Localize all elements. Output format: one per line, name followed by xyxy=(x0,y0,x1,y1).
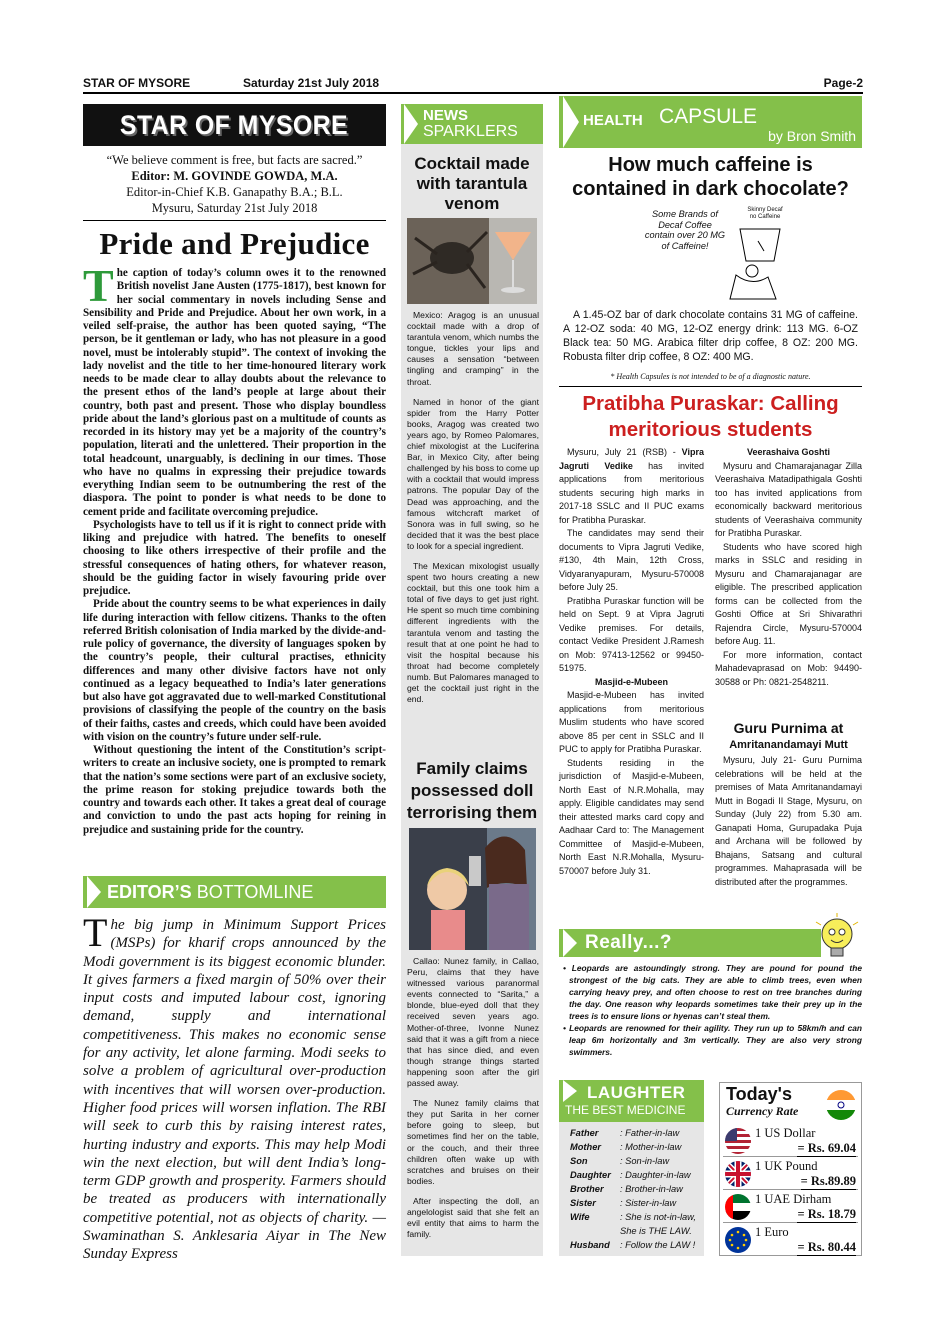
pratibha-title: Pratibha Puraskar: Calling meritorious students xyxy=(582,392,839,441)
masthead-logo: STAR OF MYSORE xyxy=(83,104,386,146)
health-disclaimer: * Health Capsules is not intended to be of a diagnostic nature. xyxy=(610,372,811,381)
drop-cap: T xyxy=(83,260,114,311)
guru-purnima-subtitle: Amritanandamayi Mutt xyxy=(729,739,848,751)
story-text-doll: Callao: Nunez family, in Callao, Peru, claims that they have witnessed various paranormal events connected to “Sarita,” a blonde, blue-eyed doll that they received seven years ago. Mother-of-three, Ivonne Nunez said that it was a gift from a niece that has since died, and even though strange things started happening soon after the girl passed away. The Nunez family claims that they put Sarita in her corner before going to sleep, but sometimes find her on the table, or the couch, and their three children often wake up with scratches and bruises on their bodies. After inspecting the doll, an angelologist said that she felt an evil entity that aims to harm the family. xyxy=(407,956,539,1240)
currency-row xyxy=(723,1190,858,1223)
pratibha-column-2: Veerashaiva Goshti Mysuru and Chamarajanagar Zilla Veerashaiva Matadipathigala Goshti too has invited applications from economically backward meritorious students of Veerashaiva community for Pratibha Puraskar. Students who have scored high marks in SSLC and residing in Mysuru and Chamarajanagar are eligible. The prescribed application forms can be collected from the Goshti Office at Sri Shivarathri Rajendra Circle, Mysuru-570004 before Aug. 11. For more information, contact Mahadevaprasad on Mob: 94490-30588 or Ph: 0821-2548211. xyxy=(715,447,862,687)
currency-row xyxy=(723,1124,858,1157)
bottomline-text: The big jump in Minimum Support Prices (MSPs) for kharif crops announced by the Modi government is its biggest economic blunder. It gives farmers a fixed margin of 50% over their input costs and imputed labour cost, ignoring demand, supply and international competitiveness. This makes no economic sense for any activity, let alone farming. Modi seeks to solve a problem of agricultural over-production with incentives that will worsen over-production. Higher food prices will worsen inflation. The RBI will seek to curb this by raising interest rates, hurting industry and exports. This may help Modi win the next election, but will dent India’s long-term GDP growth and prosperity. Farmers should be treated as producers with internationally competitive potential, not as objects of charity. — Swaminathan S. Anklesaria Aiyar in The New Sunday Express xyxy=(83,910,386,1263)
drop-cap: T xyxy=(83,910,108,955)
currency-value: = Rs. 69.04 xyxy=(797,1141,856,1155)
masthead-info xyxy=(83,152,386,216)
news-sparklers-banner: NEWS SPARKLERS xyxy=(401,104,543,144)
laughter-list xyxy=(570,1126,704,1252)
pratibha-column-1: Mysuru, July 21 (RSB) - Vipra Jagruti Vedike has invited applications from meritorious students securing high marks in 2017-18 SSLC and II PUC exams for Pratibha Puraskar. The candidates may send their documents to Vipra Jagruti Vedike, #130, 4th Main, 12th Cross, Vidyaranyapuram, Mysuru-570008 before July 25. Pratibha Puraskar function will be held on Sept. 9 at Vipra Jagruti Vedike premises. For details, contact Vedike President J.Ramesh on Mob: 97413-12562 or 99450-51975. Masjid-e-Mubeen Masjid-e-Mubeen has invited applications from meritorious Muslim students who have scored above 85 per cent in SSLC and II PUC to apply for Pratibha Puraskar. Students residing in the jurisdiction of Masjid-e-Mubeen, North East of N.R.Mohalla, may apply. Eligible candidates may send their attested marks card copy and Aadhaar Card to: The Management Committee of Masjid-e-Mubeen, North East N.R.Mohalla, Mysuru-570007 before July 31. xyxy=(559,447,704,876)
health-title: How much caffeine is contained in dark chocolate? xyxy=(572,154,849,200)
possessed-doll-photo xyxy=(409,828,536,950)
currency-value: = Rs. 18.79 xyxy=(797,1207,856,1221)
laughter-row: Son : Son-in-law xyxy=(570,1156,670,1166)
guru-purnima-title: Guru Purnima at xyxy=(733,720,844,736)
laughter-row: Father : Father-in-law xyxy=(570,1128,680,1138)
currency-name: 1 UK Pound xyxy=(755,1159,818,1173)
dateline: Mysuru, Saturday 21st July 2018 xyxy=(151,201,318,215)
editorial-title: Pride and Prejudice xyxy=(99,226,370,261)
tarantula-cocktail-photo xyxy=(407,218,537,304)
laughter-row: Brother : Brother-in-law xyxy=(570,1184,683,1194)
editorial-body: The caption of today’s column owes it to the renowned British novelist Jane Austen (1775-1817), best known for her social commentary in novels including Sense and Sensibility and Pride and Prejudice. About her own work, in a veiled self-praise, the author has been quoted saying, “The person, be it gentleman or lady, who has not pleasure in a good novel, must be intolerably stupid”. The context of invoking the lady novelist and the title to her time-honoured literary work needs to be made clear to allay doubts about the relevance to the present ethos of the land’s people at large about their country, both past and present. Those who display boundless pride about the land’s glorious past on a multitude of counts as recorded in its history may yet be a majority of the country’s population, literati and the unlettered. Their proportion in the total headcount, unarguably, is declining in our times. Those who have no qualms in expressing their prejudice towards everything Indian seem to be outnumbering the rest of the diaspora. The point to ponder is what needs to be done to cement pride and facilitate overcoming prejudice. Psychologists have to tell us if it is right to connect pride with liking and prejudice with hatred. The benefits to oneself choosing to like others irrespective of their profile and the stressful consequences of hating others, for whatever reason, should be the guiding factor in wisely favouring pride over prejudice. Pride about the country seems to be what experiences in daily life during interaction with fellow citizens. Thanks to the often referred British colonisation of India marked by the divide-and-rule policy of governance, the diversity of languages spoken by the country’s people, their cultural practises, ethnicity differences and many other divisive factors have not only continued as a legacy bequeathed to India’s later generations but also have got aggravated due to well-marked Constitutional provisions of classifying the people of the country on the basis of their faiths, castes and creeds, which could have been avoided with vision on the country’s future under self-rule. Without questioning the intent of the Constitution’s script-writers to create an inclusive society, one is prompted to remark that the nation’s some sections were part of an exclusive society, the prime reason for stoking prejudice towards both the country and towards each other. It takes a great deal of courage and conviction to undo the past acts hoping for reining in prejudice and sustaining pride for the country. xyxy=(83,260,386,836)
euro-flag-icon xyxy=(725,1227,751,1253)
header-paper-name: STAR OF MYSORE xyxy=(83,76,191,90)
story-title-cocktail: Cocktail made with tarantula venom xyxy=(414,154,530,213)
editor-in-chief-line: Editor-in-Chief K.B. Ganapathy B.A.; B.L. xyxy=(126,185,343,199)
laughter-banner: LAUGHTER THE BEST MEDICINE xyxy=(559,1080,704,1122)
currency-title: Today's xyxy=(726,1084,792,1104)
laughter-row: Daughter : Daughter-in-law xyxy=(570,1170,691,1180)
subheading: Masjid-e-Mubeen xyxy=(594,676,668,687)
divider xyxy=(83,220,386,221)
editorial-paragraph: Psychologists have to tell us if it is right to connect pride with liking and prejudice with hatred. The benefits to oneself choosing to like others irrespective of their profile and the stressful consequences of hating others, for whatever reason, should be the guiding factor in wisely favouring pride over prejudice. xyxy=(83,518,386,597)
story-text-cocktail: Mexico: Aragog is an unusual cocktail made with a drop of tarantula venom, which numbs the tongue, tickles your lips and causes a sensation “between tingling and cramping” in the throat. Named in honor of the giant spider from the Harry Potter books, Aragog was created two years ago, by Romeo Palomares, chief mixologist at the Luciferina Bar, in Mexico City, after being challenged by his boss to come up with a cocktail that would impress patrons. The popular Day of the Dead was approaching, and the famous witchcraft market of Sonora was in full swing, so he decided that it was the best place to look for a special ingredient. The Mexican mixologist usually spent two hours creating a new cocktail, but this one took him a total of five days to get just right. He spent so much time combining different ingredients with the tarantula venom and tasting the result that at one point he had to visit the hospital because his throat had become completely numb. But Palomares managed to get the cocktail just right in the end. xyxy=(407,310,539,705)
cartoon-cup-label: Skinny Decaf no Caffeine xyxy=(747,207,783,220)
caffeine-cartoon xyxy=(640,207,785,302)
health-capsule-banner: HEALTH CAPSULE by Bron Smith xyxy=(559,96,862,148)
guru-purnima-text: Mysuru, July 21- Guru Purnima celebrations will be held at the premises of Mata Amritanandamayi Mutt in Bogadi II Stage, Mysuru, on Sunday (July 22) from 5.30 am. Ganapati Homa, Gurupadaka Puja and Archana will be followed by Bhajans, Satsang and cultural programmes. Mahaprasada will be distributed after the programmes. xyxy=(715,755,862,887)
fact-item: • Leopards are renowned for their agility. They run up to 58km/h and can leap 6m horizontally and 3m vertically. They are also very strong swimmers. xyxy=(563,1023,862,1057)
really-banner: Really...? xyxy=(559,929,821,957)
story-title-doll: Family claims possessed doll terrorising them xyxy=(406,759,538,822)
india-flag-icon xyxy=(826,1090,856,1120)
divider xyxy=(559,386,862,387)
laughter-row: Mother : Mother-in-law xyxy=(570,1142,682,1152)
laughter-row: Wife : She is not-in-law, xyxy=(570,1212,696,1222)
subheading: Veerashaiva Goshti xyxy=(746,447,831,457)
currency-subtitle: Currency Rate xyxy=(726,1104,799,1118)
editor-line: Editor: M. GOVINDE GOWDA, M.A. xyxy=(131,169,338,183)
page-header xyxy=(83,74,863,94)
currency-name: 1 UAE Dirham xyxy=(755,1192,832,1206)
cartoon-caption: Some Brands of Decaf Coffee contain over 20 MG of Caffeine! xyxy=(644,209,726,251)
us-flag-icon xyxy=(725,1128,751,1154)
currency-row xyxy=(723,1157,858,1190)
header-page-number: Page-2 xyxy=(823,76,863,90)
currency-value: = Rs.89.89 xyxy=(800,1174,856,1188)
lightbulb-icon xyxy=(812,912,862,966)
laughter-row: She is THE LAW. xyxy=(620,1226,692,1236)
currency-row xyxy=(723,1223,858,1256)
really-facts xyxy=(563,962,862,1058)
uk-flag-icon xyxy=(725,1161,751,1187)
editorial-paragraph: Pride about the country seems to be what experiences in daily life during interaction with fellow citizens. Thanks to the often referred British colonisation of India marked by the divide-and-rule policy of governance, the diversity of languages spoken by the country’s people, their cultural practises, ethnicity differences and many other divisive factors have not only continued as a legacy bequeathed to India’s later generations but also have got aggravated due to well-marked Constitutional provisions of classifying the people of the country on the basis of their faiths, castes and creeds, which could have been avoided with vision on the country’s future under self-rule. xyxy=(83,598,386,743)
uae-flag-icon xyxy=(725,1194,751,1220)
laughter-row: Husband : Follow the LAW ! xyxy=(570,1240,696,1250)
bottomline-banner: EDITOR’S BOTTOMLINE xyxy=(83,876,386,908)
health-text: A 1.45-OZ bar of dark chocolate contains 31 MG of caffeine. A 12-OZ soda: 40 MG, 12-OZ energy drink: 113 MG. 6-OZ Black tea: 50 MG. Arabica filter drip coffee, 8 OZ: 200 MG. Robusta filter drip coffee, 8 OZ: 400 MG. xyxy=(563,309,858,363)
currency-name: 1 Euro xyxy=(755,1225,789,1239)
motto: “We believe comment is free, but facts are sacred.” xyxy=(106,153,363,167)
laughter-row: Sister : Sister-in-law xyxy=(570,1198,677,1208)
currency-value: = Rs. 80.44 xyxy=(797,1240,856,1254)
fact-item: • Leopards are astoundingly strong. They are pound for pound the strongest of the big cats. They are able to climb trees, even when carrying heavy prey, and often choose to rest on tree branches during the day. One reason why leopards sometimes take their prey up in the trees is to ensure lions or hyenas can’t steal them. xyxy=(563,963,862,1021)
editorial-paragraph: Without questioning the intent of the Constitution’s script-writers to create an inclusive society, one is prompted to remark that the nation’s some sections were part of an exclusive society, the prime reason for stoking prejudice towards both the country and towards each other. It takes a great deal of courage and conviction to undo the past acts hoping for reining in prejudice and sustaining pride for the country. xyxy=(83,744,386,836)
currency-name: 1 US Dollar xyxy=(755,1126,816,1140)
header-date: Saturday 21st July 2018 xyxy=(243,76,380,90)
